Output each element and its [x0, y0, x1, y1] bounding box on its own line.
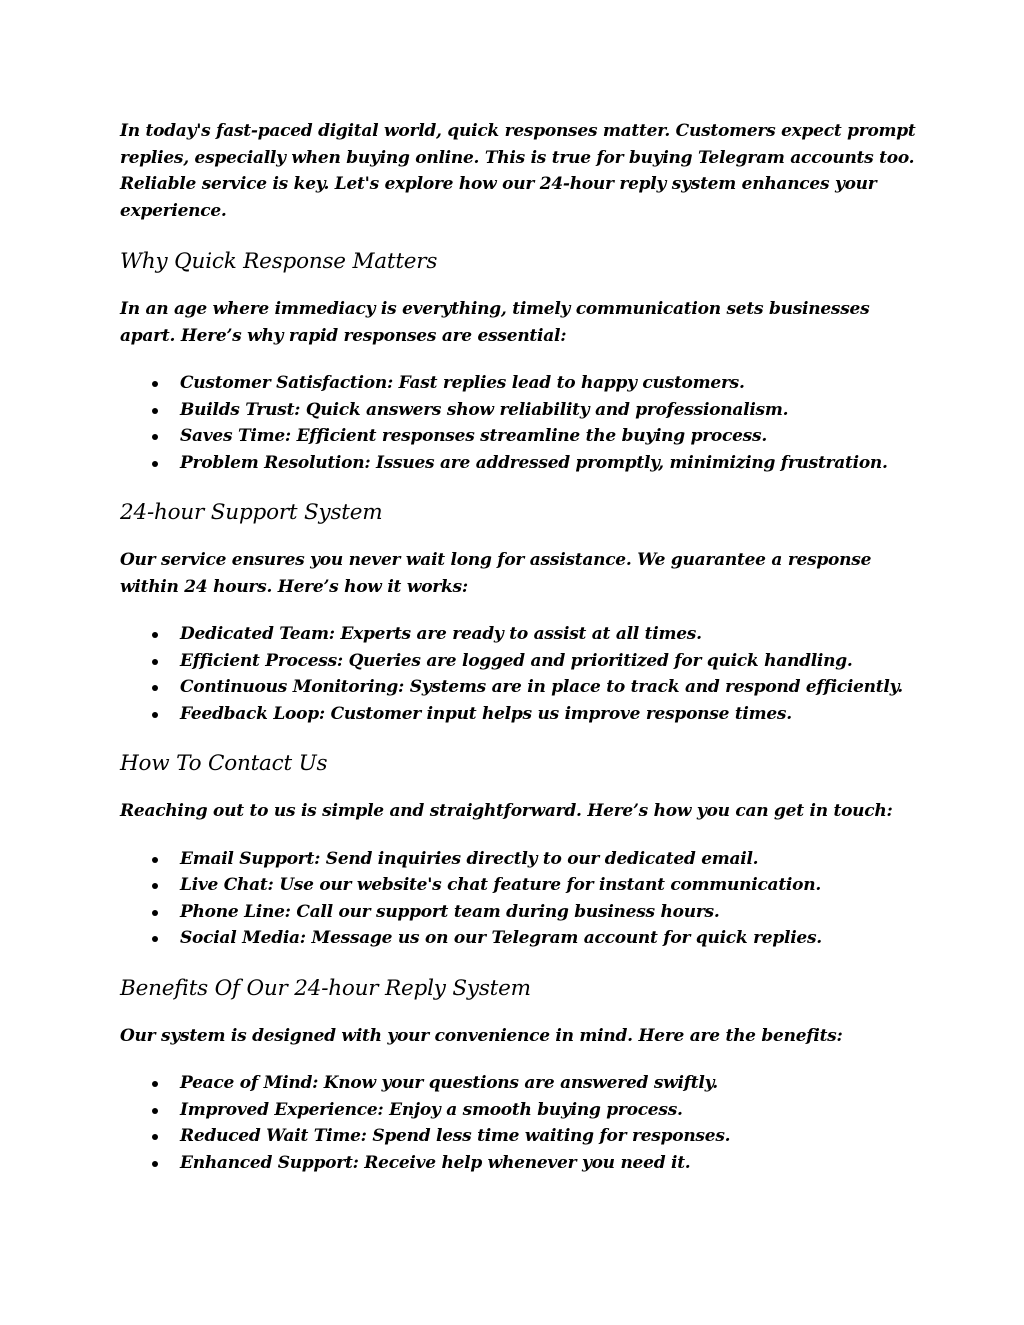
bullet-icon	[152, 632, 158, 638]
bullet-icon	[152, 381, 158, 387]
section-paragraph: Our service ensures you never wait long for assistance. We guarantee a response within 24 hours. Here’s how it works:	[120, 550, 872, 597]
bullet-icon	[152, 936, 158, 942]
section-heading: 24-hour Support System	[120, 500, 383, 525]
section-paragraph: Reaching out to us is simple and straightforward. Here’s how you can get in touch:	[120, 801, 893, 821]
bullet-icon	[152, 461, 158, 467]
bullet-icon	[152, 659, 158, 665]
bullet-icon	[152, 857, 158, 863]
list-item-text: Problem Resolution: Issues are addressed promptly, minimizing frustration.	[180, 452, 888, 473]
section-paragraph: In an age where immediacy is everything, timely communication sets businesses apart. Here’s why rapid responses are essential:	[120, 299, 870, 346]
list-item-text: Reduced Wait Time: Spend less time waiting for responses.	[180, 1126, 731, 1146]
list-item	[120, 1070, 920, 1097]
list-item	[120, 846, 920, 873]
section-heading: How To Contact Us	[120, 751, 328, 776]
bullet-icon	[152, 712, 158, 718]
section-why-quick-response	[120, 248, 920, 476]
bullet-icon	[152, 434, 158, 440]
section-benefits	[120, 975, 920, 1177]
section-heading: Benefits Of Our 24-hour Reply System	[120, 975, 531, 1001]
section-paragraph: Our system is designed with your convenience in mind. Here are the benefits:	[120, 1025, 843, 1046]
bullet-list	[120, 846, 920, 952]
list-item	[120, 450, 920, 477]
bullet-list	[120, 621, 920, 727]
list-item	[120, 370, 920, 397]
intro-paragraph: In today's fast-paced digital world, quick responses matter. Customers expect prompt replies, especially when buying online. This is true for buying Telegram accounts too. Reliable service is key. Let's explore how our 24-hour reply system enhances your experience.	[120, 121, 916, 221]
list-item-text: Peace of Mind: Know your questions are answered swiftly.	[180, 1073, 718, 1093]
list-item	[120, 872, 920, 899]
bullet-list	[120, 370, 920, 476]
bullet-icon	[152, 1161, 158, 1167]
bullet-icon	[152, 1134, 158, 1140]
list-item	[120, 701, 920, 728]
list-item-text: Builds Trust: Quick answers show reliability and professionalism.	[180, 399, 789, 420]
bullet-icon	[152, 910, 158, 916]
list-item	[120, 925, 920, 952]
bullet-icon	[152, 883, 158, 889]
list-item-text: Continuous Monitoring: Systems are in place to track and respond efficiently.	[180, 677, 903, 697]
list-item-text: Feedback Loop: Customer input helps us improve response times.	[180, 703, 792, 724]
list-item-text: Dedicated Team: Experts are ready to assist at all times.	[180, 624, 702, 644]
list-item-text: Customer Satisfaction: Fast replies lead to happy customers.	[180, 373, 745, 393]
list-item-text: Phone Line: Call our support team during business hours.	[180, 901, 720, 922]
list-item	[120, 1150, 920, 1177]
bullet-icon	[152, 1108, 158, 1114]
bullet-icon	[152, 1081, 158, 1087]
section-heading: Why Quick Response Matters	[120, 249, 438, 274]
list-item-text: Improved Experience: Enjoy a smooth buying process.	[180, 1099, 683, 1120]
section-24-hour-support	[120, 499, 920, 727]
list-item	[120, 423, 920, 450]
list-item	[120, 397, 920, 424]
list-item	[120, 1123, 920, 1150]
list-item-text: Efficient Process: Queries are logged and prioritized for quick handling.	[180, 650, 853, 671]
list-item	[120, 899, 920, 926]
bullet-list	[120, 1070, 920, 1176]
list-item	[120, 674, 920, 701]
list-item-text: Live Chat: Use our website's chat feature for instant communication.	[180, 875, 822, 895]
list-item-text: Enhanced Support: Receive help whenever you need it.	[180, 1152, 691, 1173]
bullet-icon	[152, 685, 158, 691]
section-how-to-contact	[120, 750, 920, 952]
list-item	[120, 621, 920, 648]
list-item	[120, 1097, 920, 1124]
bullet-icon	[152, 408, 158, 414]
list-item	[120, 648, 920, 675]
list-item-text: Email Support: Send inquiries directly to our dedicated email.	[180, 848, 759, 869]
document-page	[120, 118, 920, 1176]
list-item-text: Social Media: Message us on our Telegram account for quick replies.	[180, 928, 822, 948]
list-item-text: Saves Time: Efficient responses streamline the buying process.	[180, 426, 767, 446]
